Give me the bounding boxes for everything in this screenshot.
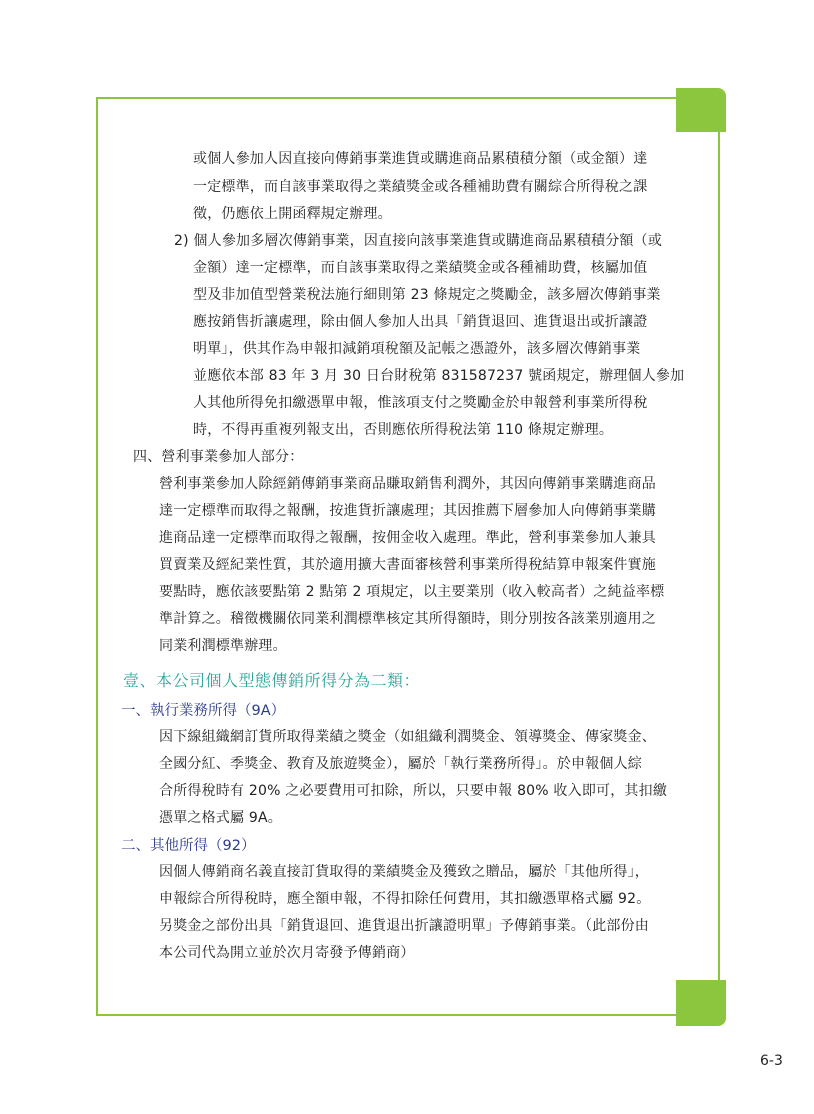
- paragraph-line: 金額）達一定標準，而自該事業取得之業績獎金或各種補助費，核屬加值: [193, 260, 648, 276]
- paragraph-line: 全國分紅、季獎金、教育及旅遊獎金），屬於「執行業務所得」。於申報個人綜: [159, 756, 642, 772]
- page-number: 6-3: [760, 1053, 783, 1069]
- paragraph-line: 同業利潤標準辦理。: [159, 638, 287, 654]
- paragraph-line: 因下線組織網訂貨所取得業績之獎金（如組織利潤獎金、領導獎金、傳家獎金、: [159, 729, 656, 745]
- paragraph-line: 達一定標準而取得之報酬，按進貨折讓處理；其因推薦下層參加人向傳銷事業購: [159, 503, 656, 519]
- paragraph-line: 並應依本部 83 年 3 月 30 日台財稅第 831587237 號函規定，辦理個人參加: [193, 368, 685, 384]
- paragraph-line: 進商品達一定標準而取得之報酬，按佣金收入處理。準此，營利事業參加人兼具: [159, 530, 656, 546]
- paragraph-line: 2) 個人參加多層次傳銷事業，因直接向該事業進貨或購進商品累積積分額（或: [174, 233, 663, 249]
- paragraph-line: 本公司代為開立並於次月寄發予傳銷商）: [159, 945, 415, 961]
- paragraph-line: 或個人參加人因直接向傳銷事業進貨或購進商品累積積分額（或金額）達: [193, 151, 648, 167]
- category-title-9a: 一、執行業務所得（9A）: [121, 703, 286, 719]
- paragraph-line: 合所得稅時有 20% 之必要費用可扣除，所以，只要申報 80% 收入即可，其扣繳: [159, 783, 668, 799]
- paragraph-line: 另獎金之部份出具「銷貨退回、進貨退出折讓證明單」予傳銷事業。（此部份由: [159, 918, 649, 934]
- main-heading: 壹、本公司個人型態傳銷所得分為二類：: [123, 671, 421, 690]
- frame-corner-tab-top: [676, 88, 726, 132]
- paragraph-line: 買賣業及經紀業性質，其於適用擴大書面審核營利事業所得稅結算申報案件實施: [159, 557, 656, 573]
- paragraph-line: 因個人傳銷商名義直接訂貨取得的業績獎金及獲致之贈品，屬於「其他所得」，: [159, 864, 649, 880]
- section-title: 四、營利事業參加人部分：: [133, 449, 304, 465]
- paragraph-line: 人其他所得免扣繳憑單申報，惟該項支付之獎勵金於申報營利事業所得稅: [193, 395, 648, 411]
- paragraph-line: 要點時，應依該要點第 2 點第 2 項規定，以主要業別（收入較高者）之純益率標: [159, 584, 665, 600]
- category-title-92: 二、其他所得（92）: [121, 838, 256, 854]
- paragraph-line: 一定標準，而自該事業取得之業績獎金或各種補助費有關綜合所得稅之課: [193, 179, 648, 195]
- paragraph-line: 明單」，供其作為申報扣減銷項稅額及記帳之憑證外，該多層次傳銷事業: [193, 341, 641, 357]
- paragraph-line: 應按銷售折讓處理，除由個人參加人出具「銷貨退回、進貨退出或折讓證: [193, 314, 648, 330]
- frame-corner-tab-bottom: [676, 980, 726, 1026]
- paragraph-line: 準計算之。稽徵機關依同業利潤標準核定其所得額時，則分別按各該業別適用之: [159, 611, 656, 627]
- paragraph-line: 徵，仍應依上開函釋規定辦理。: [193, 206, 392, 222]
- paragraph-line: 時，不得再重複列報支出，否則應依所得稅法第 110 條規定辦理。: [193, 422, 614, 438]
- paragraph-line: 申報綜合所得稅時，應全額申報，不得扣除任何費用，其扣繳憑單格式屬 92。: [159, 891, 651, 907]
- paragraph-line: 型及非加值型營業稅法施行細則第 23 條規定之獎勵金，該多層次傳銷事業: [193, 287, 661, 303]
- paragraph-line: 憑單之格式屬 9A。: [159, 810, 282, 826]
- paragraph-line: 營利事業參加人除經銷傳銷事業商品賺取銷售利潤外，其因向傳銷事業購進商品: [159, 476, 656, 492]
